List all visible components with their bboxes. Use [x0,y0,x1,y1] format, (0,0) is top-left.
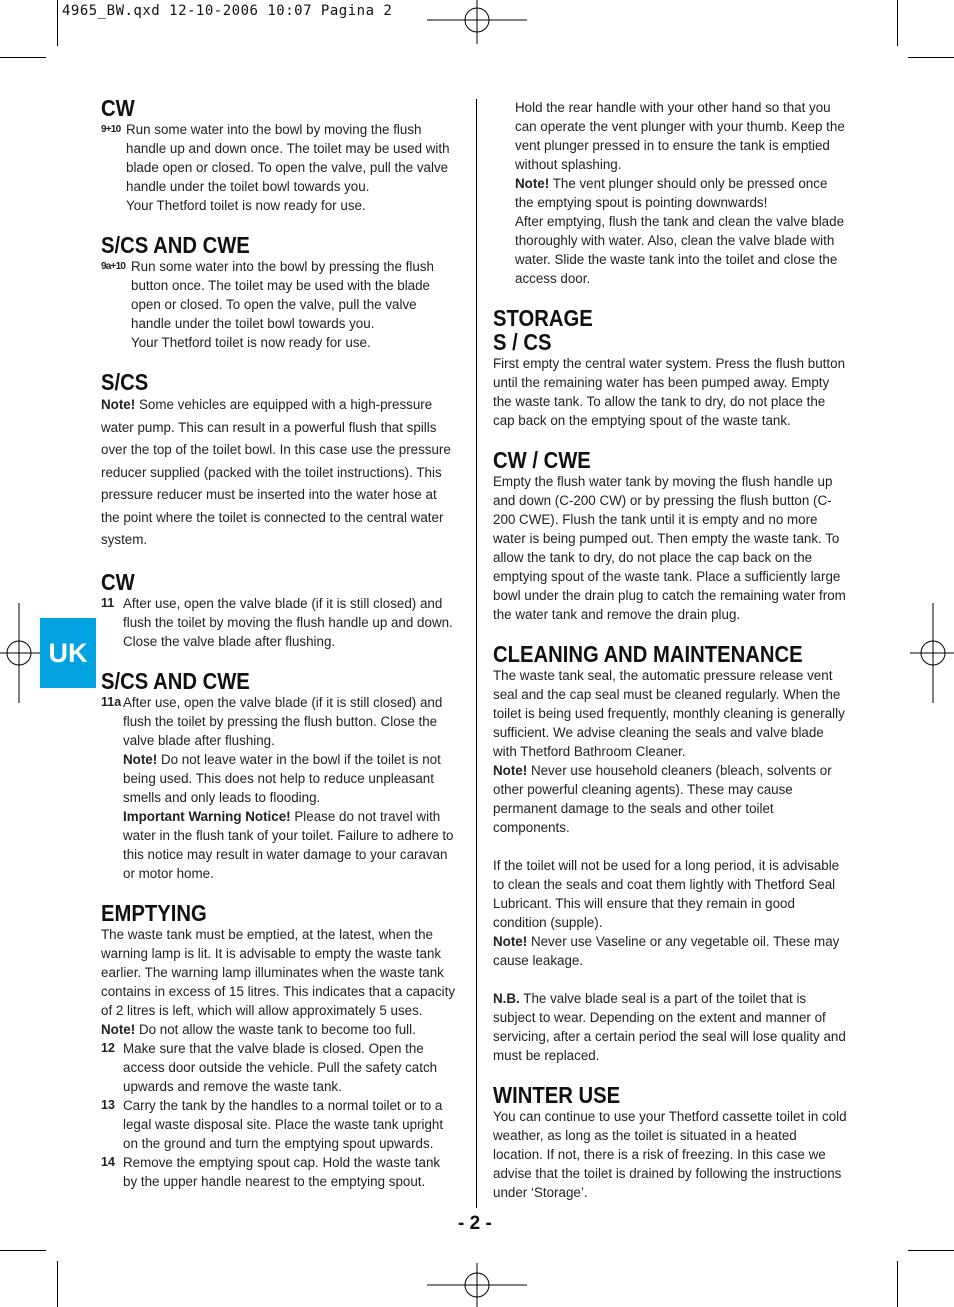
heading-storage-scs: S / CS [493,329,552,355]
warning-label: Important Warning Notice! [123,808,291,824]
crop-mark-top-right-v [897,0,898,46]
emptying-note [101,1020,457,1039]
crop-mark-bottom-right-h [908,1250,954,1251]
spacer [493,970,849,989]
note-label: Note! [101,397,136,412]
pressure-note [101,394,457,552]
heading-scs: S/CS [101,369,149,395]
crop-mark-top-left-v [57,0,58,46]
step-text: After use, open the valve blade (if it is still closed) and flush the toilet by pressing the flush button. Close the valve blade after flushing. [123,694,443,748]
step-text-ready: Your Thetford toilet is now ready for use. [126,198,366,213]
bowl-note [123,750,457,807]
language-tab-uk: UK [40,618,96,688]
registration-mark-bottom [427,1263,527,1307]
step-number: 9+10 [101,124,121,135]
note-label: Note! [101,1021,136,1037]
nb-label: N.B. [493,991,520,1006]
note-text: Never use household cleaners (bleach, solvents or other powerful cleaning agents). These may cause permanent damage to the seals and other toilet components. [493,763,832,835]
registration-mark-top [427,0,527,44]
heading-scs-and-cwe-use: S/CS AND CWE [101,667,250,694]
warning-notice [123,807,457,883]
step-number: 9a+10 [101,261,126,272]
registration-mark-right [910,603,954,703]
heading-cw-use: CW [101,568,135,595]
registration-mark-left [0,603,44,703]
right-column [493,98,849,1202]
step-number: 14 [101,1154,115,1169]
heading-cleaning-maintenance: CLEANING AND MAINTENANCE [493,641,803,667]
step-14 [101,1153,457,1191]
step-text: Run some water into the bowl by pressing the flush button once. The toilet may be used with the blade open or closed. To open the valve, pull the valve handle under the toilet bowl towards you. [131,259,434,331]
cleaning-note [493,761,849,837]
note-text: Do not allow the waste tank to become too full. [135,1021,416,1037]
storage-text: First empty the central water system. Press the flush button until the remaining water has been pumped away. Empty the waste tank. To allow the tank to dry, do not place the cap back on the emptying spout of the waste tank. [493,356,846,428]
crop-mark-bottom-left-v [57,1261,58,1307]
step-text-ready: Your Thetford toilet is now ready for use. [131,335,371,350]
vent-plunger-text: Hold the rear handle with your other hand so that you can operate the vent plunger with your thumb. Keep the vent plunger pressed in to ensure the tank is emptied without splashing. [515,100,845,172]
vaseline-note [493,932,849,970]
step-number: 11a [101,694,122,709]
step-11 [101,594,457,651]
page-number: - 2 - [458,1213,492,1234]
crop-mark-bottom-right-v [897,1261,898,1307]
note-text: The vent plunger should only be pressed once the emptying spout is pointing downwards! [515,176,828,210]
emptying-intro: The waste tank must be emptied, at the latest, when the warning lamp is lit. It is advisable to empty the waste tank earlier. The warning lamp illuminates when the waste tank contains in excess of 15 litres. This indicates that a capacity of 2 litres is left, which will allow approximately 5 uses. [101,926,456,1018]
note-label: Note! [123,751,158,767]
step-text: Run some water into the bowl by moving the flush handle up and down once. The toilet may be used with blade open or closed. To open the valve, pull the valve handle under the toilet bowl towards you. [126,122,450,194]
step-11a [101,693,457,883]
crop-mark-top-right-h [908,57,954,58]
step-number: 11 [101,595,115,610]
step-number: 13 [101,1097,115,1112]
step-13 [101,1096,457,1153]
step-text: Make sure that the valve blade is closed. Open the access door outside the vehicle. Pull the safety catch upwards and remove the waste tank. [123,1040,438,1094]
note-label: Note! [493,763,528,778]
warning-text: Please do not travel with water in the flush tank of your toilet. Failure to adhere to this notice may result in water damage to your caravan or motor home. [123,808,454,881]
heading-cw-cwe: CW / CWE [493,447,591,473]
step-9a-10 [101,257,457,352]
heading-emptying: EMPTYING [101,899,207,926]
note-label: Note! [493,934,528,949]
note-label: Note! [515,176,550,191]
step-text: Carry the tank by the handles to a normal toilet or to a legal waste disposal site. Place the waste tank upright on the ground and turn the emptying spout upwards. [123,1097,444,1151]
note-text: Never use Vaseline or any vegetable oil. These may cause leakage. [493,934,840,968]
note-text: Do not leave water in the bowl if the toilet is not being used. This does not help to reduce unpleasant smells and only leads to flooding. [123,751,441,805]
step-9-10 [101,120,457,215]
step-text: After use, open the valve blade (if it is still closed) and flush the toilet by moving the flush handle up and down. Close the valve blade after flushing. [123,595,453,649]
heading-storage: STORAGE [493,305,593,331]
long-period-text: If the toilet will not be used for a long period, it is advisable to clean the seals and coat them lightly with Thetford Seal Lubricant. This will ensure that they remain in good condition (supple). [493,858,840,930]
crop-mark-bottom-left-h [0,1250,46,1251]
note-text: Some vehicles are equipped with a high-pressure water pump. This can result in a powerful flush that spills over the top of the toilet bowl. In this case use the pressure reducer supplied (packed with the toilet instructions). This pressure reducer must be inserted into the water hose at the point where the toilet is connected to the central water system. [101,397,451,547]
heading-cw: CW [101,95,135,121]
after-emptying-text: After emptying, flush the tank and clean the valve blade thoroughly with water. Also, clean the valve blade with water. Slide the waste tank into the toilet and close the access door. [515,214,845,286]
emptying-continued [493,98,849,288]
nb-text: The valve blade seal is a part of the toilet that is subject to wear. Depending on the extent and manner of servicing, after a certain period the seal will lose quality and must be replaced. [493,991,846,1063]
left-column [101,96,457,1191]
spacer [493,837,849,856]
step-12 [101,1039,457,1096]
step-text: Remove the emptying spout cap. Hold the waste tank by the upper handle nearest to the emptying spout. [123,1154,441,1189]
cw-cwe-text: Empty the flush water tank by moving the flush handle up and down (C-200 CW) or by pressing the flush button (C-200 CWE). Flush the tank until it is empty and no more water is being pumped out. Then empty the waste tank. To allow the tank to dry, do not place the cap back on the emptying spout of the waste tank. Place a sufficiently large bowl under the drain plug to catch the remaining water from the water tank and remove the drain plug. [493,474,846,622]
print-slug-line: 4965_BW.qxd 12-10-2006 10:07 Pagina 2 [62,3,393,19]
nb-note [493,989,849,1065]
vent-note [515,174,849,212]
crop-mark-top-left-h [0,57,46,58]
winter-text: You can continue to use your Thetford cassette toilet in cold weather, as long as the toilet is situated in a heated location. If not, there is a risk of freezing. In this case we advise that the toilet is drained by following the instructions under ‘Storage’. [493,1109,847,1200]
step-number: 12 [101,1040,115,1055]
cleaning-text: The waste tank seal, the automatic pressure release vent seal and the cap seal must be cleaned regularly. When the toilet is being used frequently, monthly cleaning is generally sufficient. We advise cleaning the seals and valve blade with Thetford Bathroom Cleaner. [493,668,845,759]
heading-scs-and-cwe: S/CS AND CWE [101,232,250,258]
heading-winter-use: WINTER USE [493,1082,621,1108]
column-divider [476,99,477,1208]
